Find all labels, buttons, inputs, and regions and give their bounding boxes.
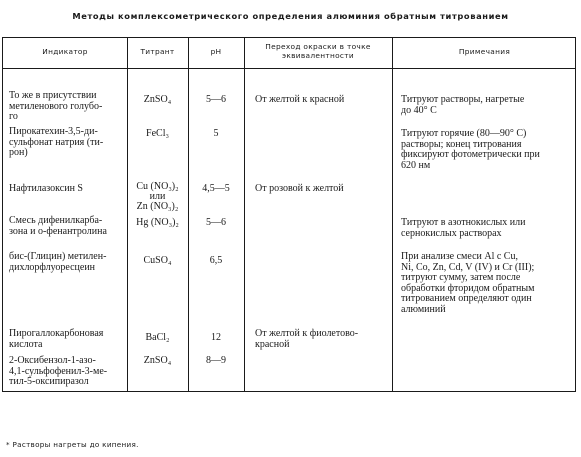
table-cell-ph: 5—6 (206, 217, 226, 228)
header-transition: Переход окраски в точке эквивалентности (265, 42, 371, 60)
header-titrant: Титрант (140, 47, 175, 56)
table-cell-titrant: Hg (NO₃)₂ (136, 217, 179, 228)
table-cell-transition: От желтой к красной (255, 94, 345, 105)
table-cell-titrant: ZnSO₄ (143, 94, 172, 105)
header-ph: pH (210, 47, 222, 56)
table-cell-ph: 12 (211, 332, 221, 343)
table-cell-notes: Титруют растворы, нагретые до 40° С (401, 94, 525, 116)
table-cell-ph: 5 (213, 128, 219, 139)
table-cell-notes: Титруют горячие (80—90° С) растворы; конец титрования фиксируют фотометрически при 620 нм (401, 128, 540, 171)
table-cell-transition: От желтой к фиолетово- красной (255, 328, 359, 350)
column-divider (392, 38, 393, 391)
header-notes: Примечания (458, 47, 511, 56)
table-cell-notes: Титруют в азотнокислых или сернокислых растворах (401, 217, 526, 239)
table-cell-ph: 6,5 (209, 255, 223, 266)
table-cell-ph: 5—6 (206, 94, 226, 105)
table-cell-indicator: бис-(Глицин) метилен- дихлорфлуоресцеин (9, 251, 107, 273)
table-cell-ph: 8—9 (206, 355, 226, 366)
table-cell-indicator: То же в присутствии метиленового голубо- го (9, 90, 103, 122)
header-divider (3, 68, 575, 69)
table-cell-titrant: CuSO₄ (143, 255, 172, 266)
table-cell-titrant: ZnSO₄ (143, 355, 172, 366)
table-cell-transition: От розовой к желтой (255, 183, 344, 194)
table-cell-indicator: Пирокатехин-3,5-ди- сульфонат натрия (ти- рон) (9, 126, 104, 158)
data-table (2, 37, 576, 392)
table-cell-indicator: Нафтилазоксин S (9, 183, 83, 194)
table-cell-titrant: Cu (NO₃)₂ или Zn (NO₃)₂ (136, 181, 179, 212)
table-cell-indicator: Смесь дифенилкарба- зона и о-фенантролина (9, 215, 107, 237)
table-cell-titrant: BaCl₂ (145, 332, 170, 343)
header-indicator: Индикатор (42, 47, 88, 56)
table-cell-titrant: FeCl₃ (146, 128, 169, 139)
table-cell-ph: 4,5—5 (202, 183, 230, 194)
column-divider (244, 38, 245, 391)
footnote: * Растворы нагреты до кипения. (6, 440, 139, 449)
table-cell-notes: При анализе смеси Al с Cu, Ni, Co, Zn, Cd, V (IV) и Cr (III); титруют сумму, затем после обработки фторидом обратным титрованием определяют один алюминий (401, 251, 535, 315)
table-title: Методы комплексометрического определения алюминия обратным титрованием (72, 11, 509, 21)
table-cell-indicator: Пирогаллокарбоновая кислота (9, 328, 104, 350)
table-cell-indicator: 2-Оксибензол-1-азо- 4,1-сульфофенил-3-ме- тил-5-оксипиразол (9, 355, 108, 387)
